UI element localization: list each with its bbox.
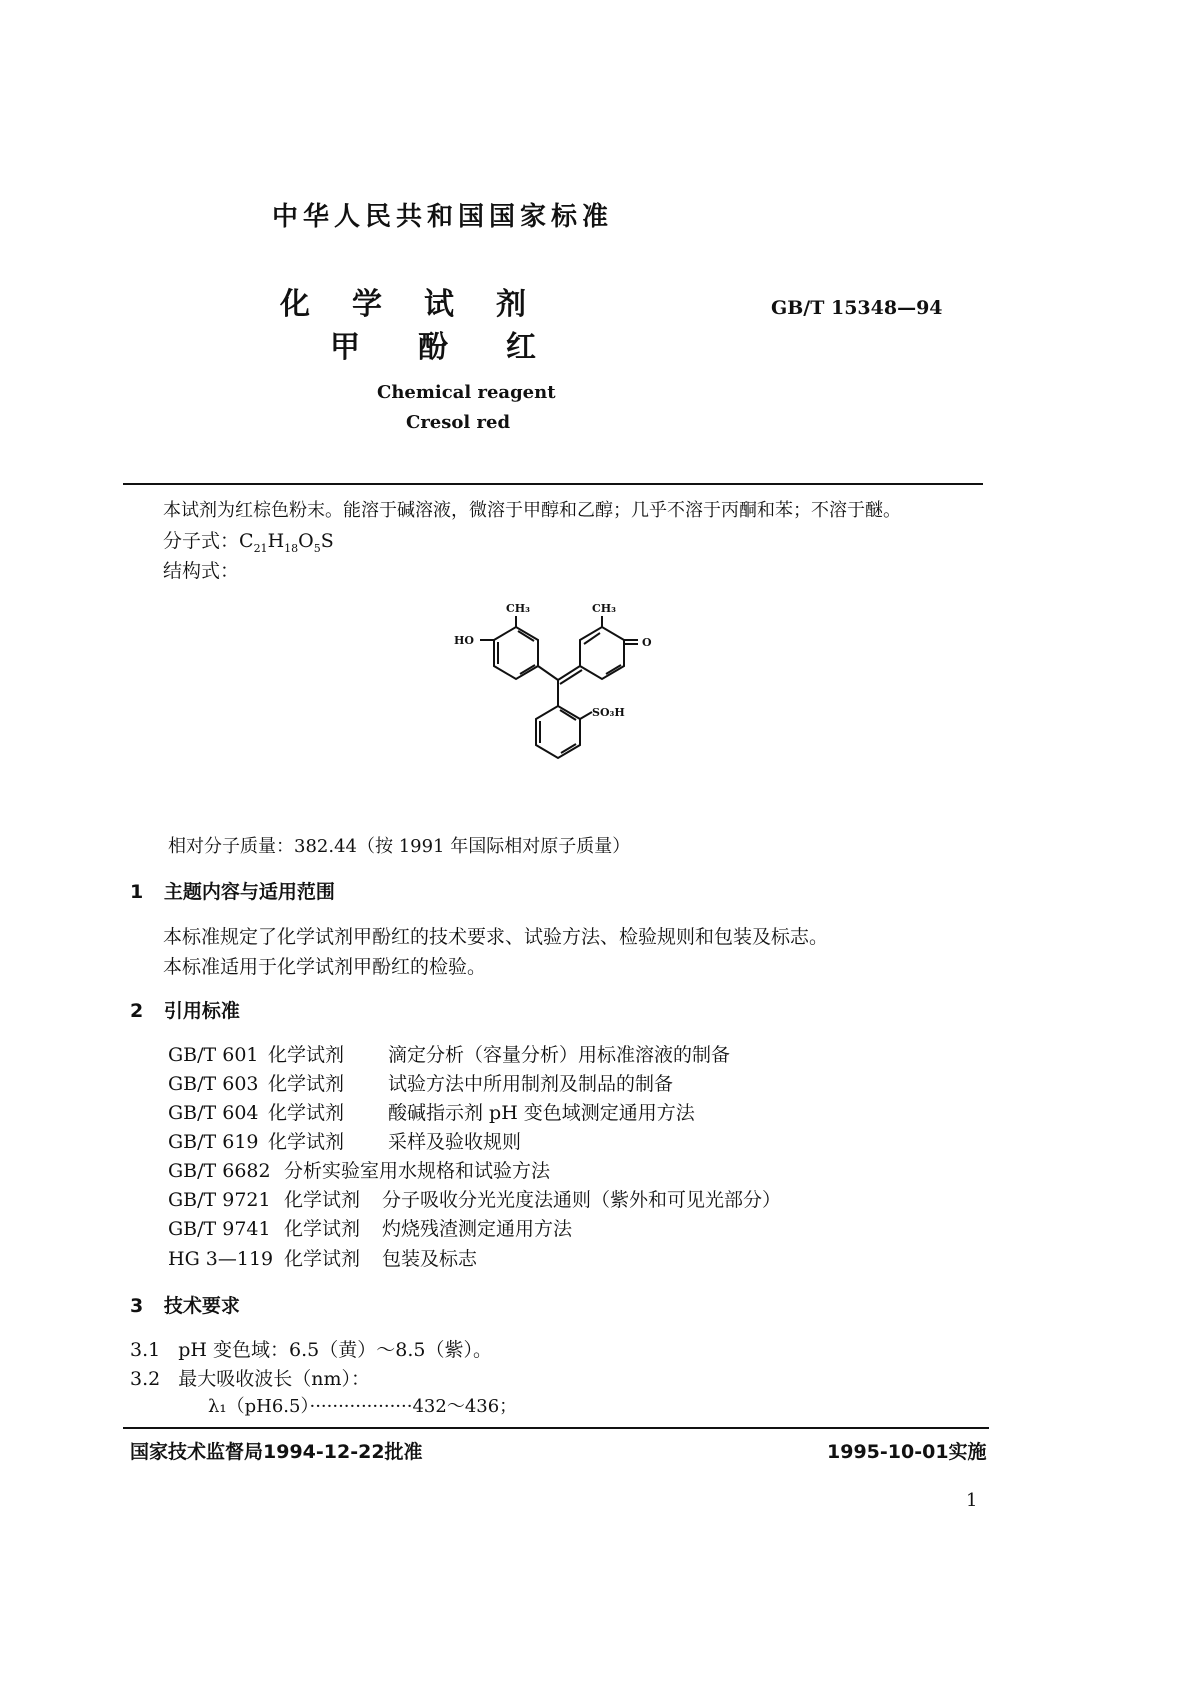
- item-number: 3.2: [130, 1368, 161, 1390]
- section-2-title: 引用标准: [163, 1000, 240, 1022]
- section-2-heading: [130, 996, 240, 1023]
- implementation-date: 1995-10-01实施: [827, 1441, 987, 1463]
- formula-rendered: $C_{21}H_{18}O_5S$: [239, 530, 334, 555]
- ch3-right-label: CH₃: [592, 602, 616, 615]
- section-3-title: 技术要求: [163, 1295, 240, 1317]
- section-1-para-2: 本标准适用于化学试剂甲酚红的检验。: [163, 956, 487, 978]
- ref-title: 灼烧残渣测定通用方法: [382, 1218, 573, 1240]
- section-1-title: 主题内容与适用范围: [163, 881, 335, 903]
- reference-row: [168, 1214, 572, 1241]
- ref-title: 采样及验收规则: [388, 1131, 522, 1153]
- ref-title: 分析实验室用水规格和试验方法: [284, 1160, 551, 1182]
- ch3-left-label: CH₃: [506, 602, 530, 615]
- description: 本试剂为红棕色粉末。能溶于碱溶液，微溶于甲醇和乙醇；几乎不溶于丙酮和苯；不溶于醚。: [163, 500, 901, 521]
- ref-category: 化学试剂: [284, 1218, 361, 1240]
- structural-formula: [440, 598, 680, 788]
- ref-title: 试验方法中所用制剂及制品的制备: [388, 1073, 674, 1095]
- structure-label: 结构式：: [163, 560, 240, 582]
- section-1-number: 1: [130, 881, 144, 903]
- ref-category: 化学试剂: [268, 1131, 345, 1153]
- item-3-2: [130, 1364, 370, 1391]
- o-label: O: [642, 636, 652, 649]
- reference-row: [168, 1185, 781, 1212]
- page-number: 1: [966, 1490, 978, 1511]
- reference-row: [168, 1244, 477, 1271]
- molecular-mass: 相对分子质量：382.44（按 1991 年国际相对原子质量）: [168, 836, 631, 857]
- ref-title: 分子吸收分光光度法通则（紫外和可见光部分）: [382, 1189, 782, 1211]
- ref-code: GB/T 601: [168, 1044, 259, 1066]
- ref-code: GB/T 6682: [168, 1160, 271, 1182]
- reference-row: [168, 1156, 550, 1183]
- ref-code: GB/T 604: [168, 1102, 259, 1124]
- ref-category: 化学试剂: [268, 1102, 345, 1124]
- ref-title: 包装及标志: [382, 1248, 478, 1270]
- header-rule: [123, 483, 983, 485]
- ref-category: 化学试剂: [284, 1189, 361, 1211]
- item-3-1: [130, 1335, 492, 1362]
- ref-category: 化学试剂: [268, 1044, 345, 1066]
- approval-date: 国家技术监督局1994-12-22批准: [130, 1441, 423, 1463]
- section-2-number: 2: [130, 1000, 144, 1022]
- ref-category: 化学试剂: [268, 1073, 345, 1095]
- ho-label: HO: [454, 634, 474, 647]
- title-line-2: 甲酚红: [330, 330, 594, 365]
- section-1-para-1: 本标准规定了化学试剂甲酚红的技术要求、试验方法、检验规则和包装及标志。: [163, 926, 829, 948]
- formula-label: 分子式：: [163, 530, 240, 552]
- reference-row: [168, 1040, 730, 1067]
- reference-row: [168, 1098, 695, 1125]
- section-1-heading: [130, 877, 335, 904]
- item-number: 3.1: [130, 1339, 161, 1361]
- ref-title: 酸碱指示剂 pH 变色域测定通用方法: [388, 1102, 695, 1124]
- item-text: 最大吸收波长（nm）：: [178, 1368, 371, 1390]
- formula-line: [163, 526, 334, 555]
- title-line-1: 化学试剂: [280, 287, 568, 322]
- item-text: pH 变色域：6.5（黄）～8.5（紫）。: [178, 1339, 492, 1361]
- ref-code: GB/T 9721: [168, 1189, 271, 1211]
- section-3-number: 3: [130, 1295, 144, 1317]
- reference-row: [168, 1069, 673, 1096]
- bottom-ring: [536, 706, 580, 758]
- so3h-label: SO₃H: [592, 706, 625, 719]
- footer-rule: [123, 1427, 989, 1429]
- ref-code: GB/T 619: [168, 1131, 259, 1153]
- right-ring: [580, 627, 624, 679]
- left-ring: [494, 627, 538, 679]
- ref-title: 滴定分析（容量分析）用标准溶液的制备: [388, 1044, 731, 1066]
- section-3-heading: [130, 1291, 240, 1318]
- ref-category: 化学试剂: [284, 1248, 361, 1270]
- national-standard-heading: 中华人民共和国国家标准: [272, 202, 614, 232]
- ref-code: GB/T 9741: [168, 1218, 271, 1240]
- ref-code: GB/T 603: [168, 1073, 259, 1095]
- reference-row: [168, 1127, 521, 1154]
- standard-number: GB/T 15348—94: [771, 297, 943, 319]
- english-title-2: Cresol red: [406, 412, 511, 433]
- ref-code: HG 3—119: [168, 1248, 274, 1270]
- english-title-1: Chemical reagent: [377, 382, 556, 403]
- lambda-line: λ₁（pH6.5）··················432～436；: [208, 1396, 518, 1417]
